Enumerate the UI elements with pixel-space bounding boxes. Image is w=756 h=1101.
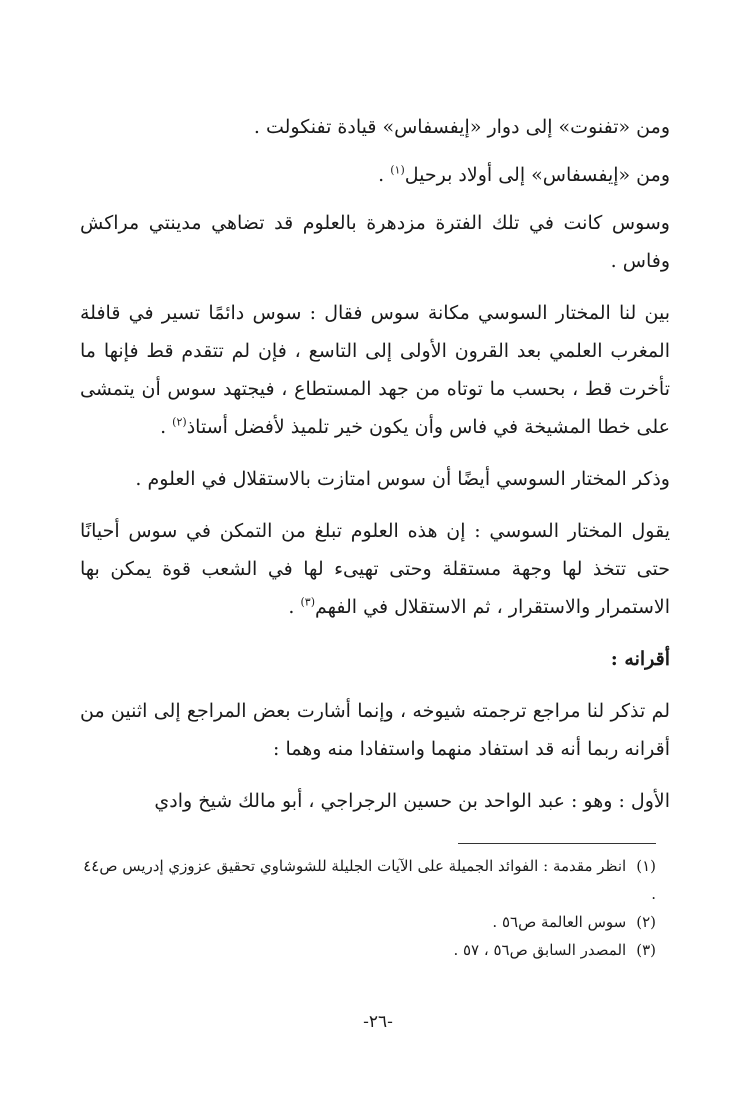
paragraph-2-end: . <box>378 164 391 186</box>
paragraph-4 <box>80 294 670 446</box>
footnote-text: سوس العالمة ص٥٦ . <box>492 913 627 931</box>
footnote-ref-1[interactable]: (١) <box>390 163 405 177</box>
paragraph-4-end: . <box>160 416 173 438</box>
footnote-text: المصدر السابق ص٥٦ ، ٥٧ . <box>453 941 627 959</box>
paragraph-4-text: بين لنا المختار السوسي مكانة سوس فقال : سوس دائمًا تسير في قافلة المغرب العلمي بعد القرون الأولى إلى التاسع ، فإن لم تتقدم قط فإنها ما تأخرت قط ، بحسب ما توتاه من جهد المستطاع ، فيجتهد سوس أن يتمشى على خطا المشيخة في فاس وأن يكون خير تلميذ لأفضل أستاذ <box>80 302 670 438</box>
paragraph-2 <box>80 156 670 194</box>
footnote-number: (٢) <box>636 913 656 931</box>
footnote-ref-2[interactable]: (٢) <box>172 415 187 429</box>
section-heading: أقرانه : <box>610 648 670 670</box>
main-text <box>80 108 670 834</box>
paragraph-5: وذكر المختار السوسي أيضًا أن سوس امتازت بالاستقلال في العلوم . <box>135 468 670 490</box>
paragraph-7: لم تذكر لنا مراجع ترجمته شيوخه ، وإنما أشارت بعض المراجع إلى اثنين من أقرانه ربما أنه قد استفاد منهما واستفادا منه وهما : <box>80 700 670 760</box>
paragraph-8: الأول : وهو : عبد الواحد بن حسين الرجراجي ، أبو مالك شيخ وادي <box>154 790 670 812</box>
paragraph-6 <box>80 512 670 626</box>
footnote-2 <box>80 908 656 936</box>
footnote-number: (٣) <box>636 941 656 959</box>
paragraph-6-end: . <box>288 596 301 618</box>
footnote-number: (١) <box>636 857 656 875</box>
paragraph-1: ومن «تفنوت» إلى دوار «إيفسفاس» قيادة تفنكولت . <box>253 116 670 138</box>
paragraph-3: وسوس كانت في تلك الفترة مزدهرة بالعلوم قد تضاهي مدينتي مراكش وفاس . <box>80 212 670 272</box>
footnote-ref-3[interactable]: (٣) <box>300 595 315 609</box>
footnote-1 <box>80 852 656 908</box>
paragraph-2-text: ومن «إيفسفاس» إلى أولاد برحيل <box>404 164 670 186</box>
page-number: -٢٦- <box>363 1012 393 1032</box>
footnote-divider <box>458 843 656 844</box>
footnote-3 <box>80 936 656 964</box>
footnote-text: انظر مقدمة : الفوائد الجميلة على الآيات الجليلة للشوشاوي تحقيق عزوزي إدريس ص٤٤ . <box>83 857 656 903</box>
paragraph-6-text: يقول المختار السوسي : إن هذه العلوم تبلغ من التمكن في سوس أحيانًا حتى تتخذ لها وجهة مستقلة وحتى تهيىء لها في الشعب قوة يمكن بها الاستمرار والاستقرار ، ثم الاستقلال في الفهم <box>80 520 670 618</box>
footnotes <box>80 852 656 964</box>
